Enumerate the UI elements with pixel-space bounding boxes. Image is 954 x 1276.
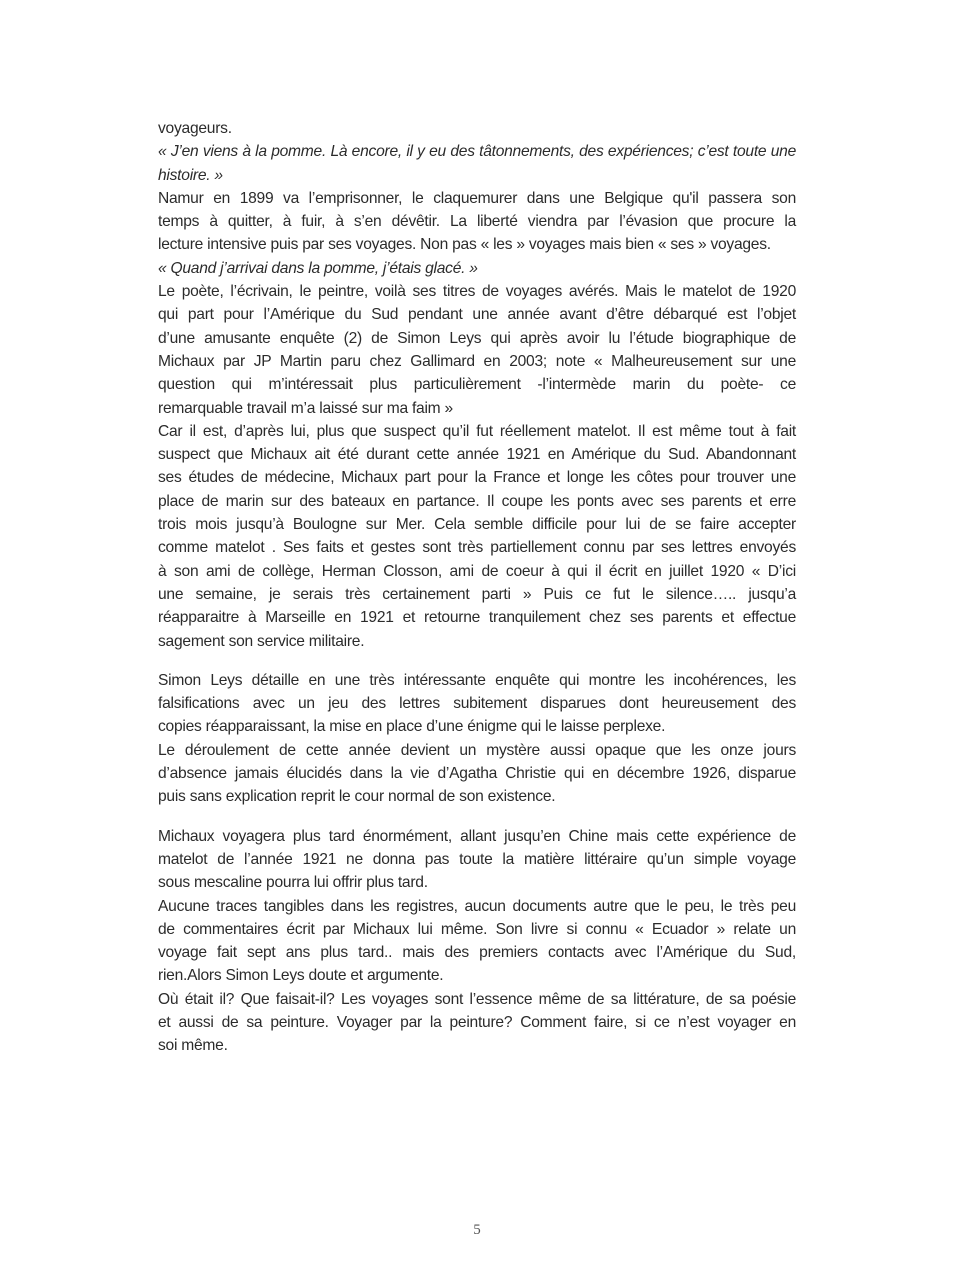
text-line: rien.Alors Simon Leys doute et argumente. [158,967,444,985]
text-line: ses études de médecine, Michaux part pour la France et longe les côtes pour trouver une [158,469,796,487]
text-line: Le déroulement de cette année devient un mystère aussi opaque que les onze jours [158,741,796,759]
text-line: Car il est, d’après lui, plus que suspect qu’il fut réellement matelot. Il est même tout à fait [158,422,796,440]
text-line: Le poète, l’écrivain, le peintre, voilà ses titres de voyages avérés. Mais le matelot de 1920 [158,283,796,301]
text-line: Michaux voyagera plus tard énormément, allant jusqu’en Chine mais cette expérience de [158,827,796,845]
paragraph [158,420,796,653]
text-line: temps à quitter, à fuir, à s’en dévêtir. La liberté viendra par l’évasion que procure la [158,213,796,231]
text-line: question qui m’intéressait plus particulièrement -l’intermède marin du poète- ce [158,376,796,394]
text-line: Michaux par JP Martin paru chez Gallimard en 2003; note « Malheureusement sur une [158,352,796,370]
text-line: histoire. » [158,166,223,184]
text-line: remarquable travail m’a laissé sur ma faim » [158,399,453,417]
text-line: puis sans explication reprit le cour normal de son existence. [158,788,556,806]
paragraph-gap [158,809,796,825]
text-line: lecture intensive puis par ses voyages. Non pas « les » voyages mais bien « ses » voyages. [158,236,771,254]
text-line: trois mois jusqu’à Boulogne sur Mer. Cela semble difficile pour lui de se faire accepter [158,516,796,534]
text-line: suspect que Michaux ait été durant cette année 1921 en Amérique du Sud. Abandonnant [158,446,796,464]
text-line: d’une amusante enquête (2) de Simon Leys qui après avoir lu l’étude biographique de [158,329,796,347]
text-line: sous mescaline pourra lui offrir plus tard. [158,874,428,892]
text-line: qui part pour l’Amérique du Sud pendant une année avant d’être débarqué est l’objet [158,306,796,324]
text-line: réapparaitre à Marseille en 1921 et retourne tranquilement chez ses parents et effectue [158,609,796,627]
text-line: copies réapparaissant, la mise en place d’une énigme qui le laisse perplexe. [158,718,666,736]
page-number: 5 [473,1222,481,1238]
paragraph-gap [158,653,796,669]
text-line: matelot de l’année 1921 ne donna pas toute la matière littéraire qu’un simple voyage [158,850,796,868]
text-line: Simon Leys détaille en une très intéressante enquête qui montre les incohérences, les [158,671,796,689]
text-line: comme matelot . Ses faits et gestes sont très partiellement connu par ses lettres envoyés [158,539,796,557]
text-line: Où était il? Que faisait-il? Les voyages sont l’essence même de sa littérature, de sa poésie [158,990,796,1008]
paragraph [158,117,796,140]
paragraph [158,988,796,1058]
text-line: à son ami de collège, Herman Closson, ami de coeur à qui il écrit en juillet 1920 « D’ici [158,562,796,580]
paragraph [158,187,796,257]
text-line: Aucune traces tangibles dans les registres, aucun documents autre que le peu, le très peu [158,897,796,915]
quote-paragraph [158,257,796,280]
text-line: « Quand j’arrivai dans la pomme, j’étais glacé. » [158,259,478,277]
text-line: falsifications avec un jeu des lettres subitement disparues dont heureusement des [158,695,796,713]
document-body [158,117,796,1058]
text-line: et aussi de sa peinture. Voyager par la peinture? Comment faire, si ce n’est voyager en [158,1013,796,1031]
paragraph [158,669,796,739]
paragraph [158,739,796,809]
text-line: soi même. [158,1037,228,1055]
paragraph [158,825,796,895]
text-line: voyage fait sept ans plus tard.. mais des premiers contacts avec l’Amérique du Sud, [158,944,796,962]
text-line: sagement son service militaire. [158,632,365,650]
paragraph [158,895,796,988]
text-line: une semaine, je serais très certainement parti » Puis ce fut le silence….. jusqu’a [158,585,796,603]
text-line: « J’en viens à la pomme. Là encore, il y eu des tâtonnements, des expériences; c’est toute une [158,143,796,161]
text-line: voyageurs. [158,120,232,137]
text-line: d’absence jamais élucidés dans la vie d’Agatha Christie qui en décembre 1926, disparue [158,765,796,783]
text-line: de commentaires écrit par Michaux lui même. Son livre si connu « Ecuador » relate un [158,920,796,938]
paragraph [158,280,796,420]
quote-paragraph [158,140,796,187]
text-line: Namur en 1899 va l’emprisonner, le claquemurer dans une Belgique qu'il passera son [158,189,796,207]
text-line: place de marin sur des bateaux en partance. Il coupe les ponts avec ses parents et erre [158,492,796,510]
